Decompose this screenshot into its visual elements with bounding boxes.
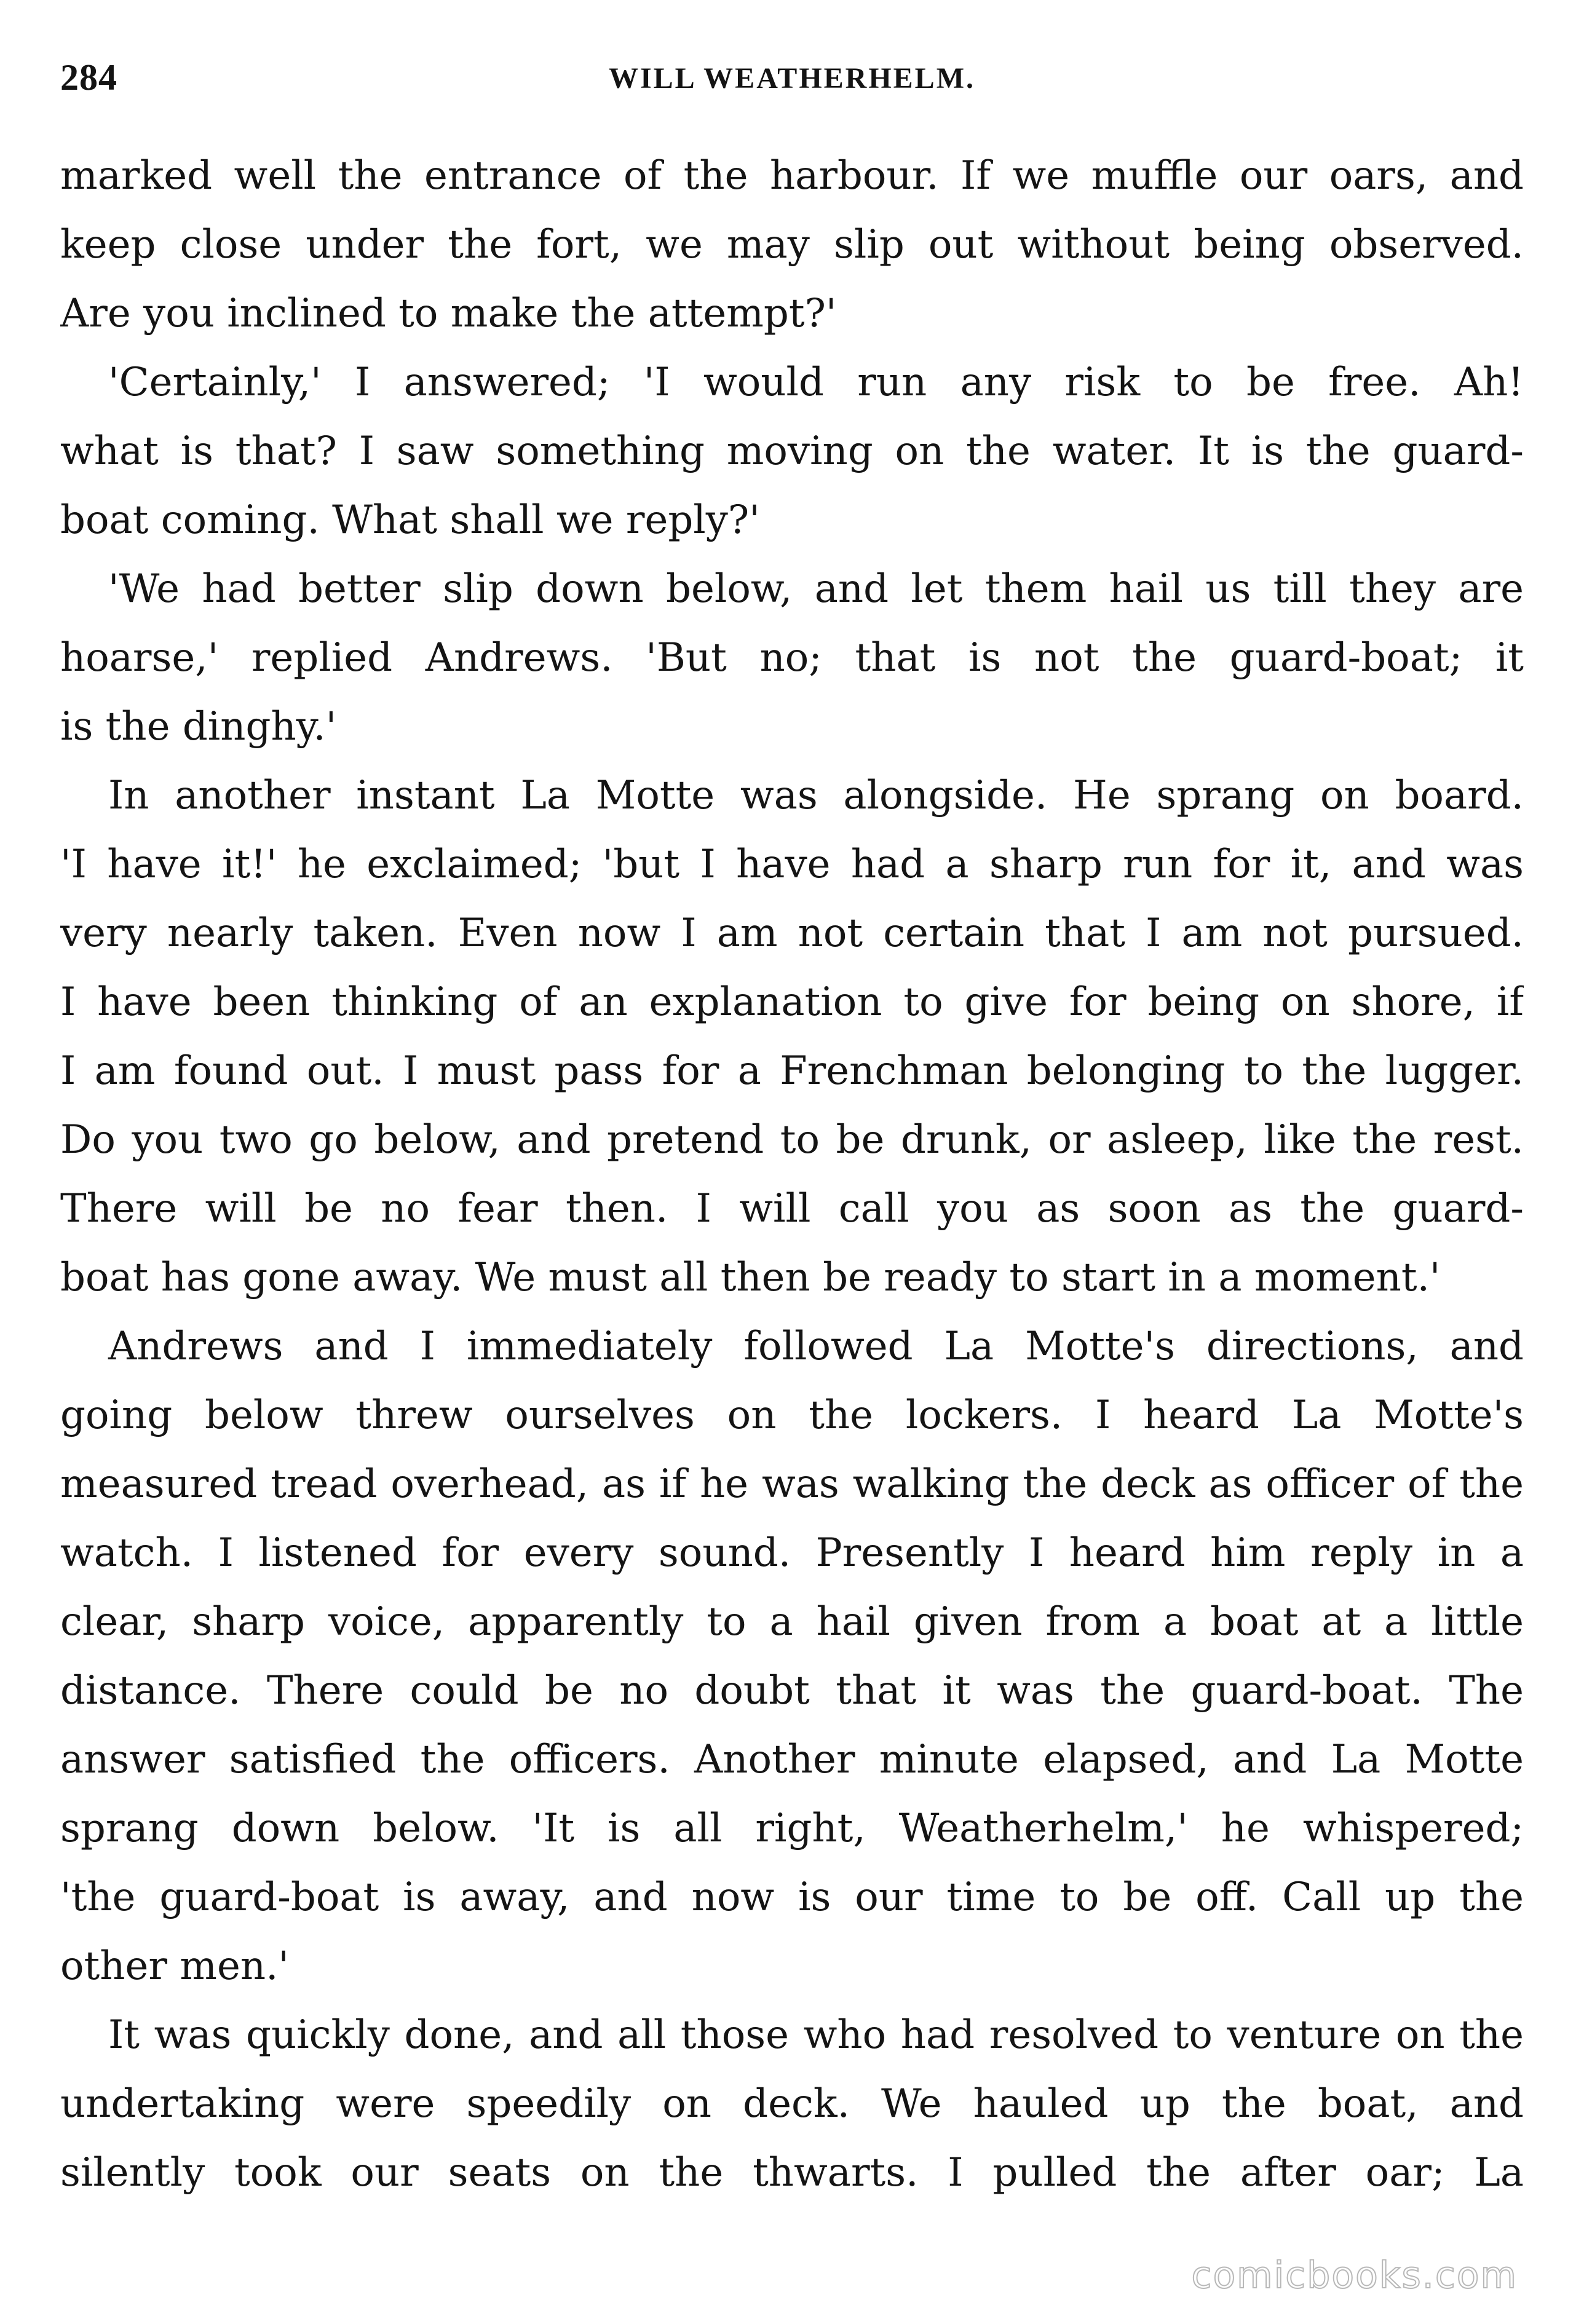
text-line: what is that? I saw something moving on the water. It is the guard- — [60, 429, 1524, 474]
text-line: 'I have it!' he exclaimed; 'but I have had a sharp run for it, and was — [60, 842, 1524, 887]
text-line: It was quickly done, and all those who had resolved to venture on the — [108, 2012, 1524, 2058]
text-line: There will be no fear then. I will call you as soon as the guard- — [60, 1186, 1524, 1231]
text-line: distance. There could be no doubt that it was the guard-boat. The — [60, 1668, 1524, 1713]
text-line: undertaking were speedily on deck. We hauled up the boat, and — [60, 2081, 1524, 2127]
text-line: answer satisfied the officers. Another minute elapsed, and La Motte — [60, 1737, 1524, 1782]
text-line: is the dinghy.' — [60, 704, 337, 749]
text-line: silently took our seats on the thwarts. I pulled the after oar; La — [60, 2150, 1524, 2196]
text-line: very nearly taken. Even now I am not certain that I am not pursued. — [60, 911, 1524, 956]
text-line: boat has gone away. We must all then be ready to start in a moment.' — [60, 1255, 1441, 1300]
paragraph — [60, 141, 1524, 348]
text-line: I have been thinking of an explanation to give for being on shore, if — [60, 979, 1524, 1025]
text-line: I am found out. I must pass for a Frenchman belonging to the lugger. — [60, 1048, 1524, 1094]
text-line: watch. I listened for every sound. Presently I heard him reply in a — [60, 1530, 1524, 1576]
paragraph — [60, 348, 1524, 555]
text-line: 'the guard-boat is away, and now is our time to be off. Call up the — [60, 1875, 1524, 1920]
text-line: In another instant La Motte was alongside. He sprang on board. — [108, 773, 1524, 818]
paragraph — [60, 1312, 1524, 2001]
text-line: Andrews and I immediately followed La Motte's directions, and — [108, 1324, 1524, 1369]
body-text — [60, 141, 1524, 2207]
text-line: other men.' — [60, 1943, 289, 1989]
text-line: Are you inclined to make the attempt?' — [60, 291, 837, 336]
text-line: keep close under the fort, we may slip out without being observed. — [60, 222, 1524, 267]
text-line: 'Certainly,' I answered; 'I would run any risk to be free. Ah! — [108, 360, 1524, 405]
text-line: going below threw ourselves on the lockers. I heard La Motte's — [60, 1393, 1524, 1438]
text-line: sprang down below. 'It is all right, Weatherhelm,' he whispered; — [60, 1806, 1524, 1851]
text-line: measured tread overhead, as if he was walking the deck as officer of the — [60, 1461, 1524, 1507]
text-line: marked well the entrance of the harbour. If we muffle our oars, and — [60, 153, 1524, 199]
paragraph — [60, 2001, 1524, 2207]
page-number: 284 — [60, 57, 117, 98]
paragraph — [60, 761, 1524, 1312]
text-line: clear, sharp voice, apparently to a hail given from a boat at a little — [60, 1599, 1524, 1645]
running-title: WILL WEATHERHELM. — [608, 62, 975, 95]
text-line: boat coming. What shall we reply?' — [60, 497, 760, 543]
watermark: comicbooks.com — [1191, 2254, 1518, 2297]
text-line: Do you two go below, and pretend to be drunk, or asleep, like the rest. — [60, 1117, 1524, 1163]
running-head — [60, 57, 1524, 106]
paragraph — [60, 555, 1524, 761]
text-line: hoarse,' replied Andrews. 'But no; that is not the guard-boat; it — [60, 635, 1524, 681]
text-line: 'We had better slip down below, and let them hail us till they are — [108, 566, 1524, 612]
